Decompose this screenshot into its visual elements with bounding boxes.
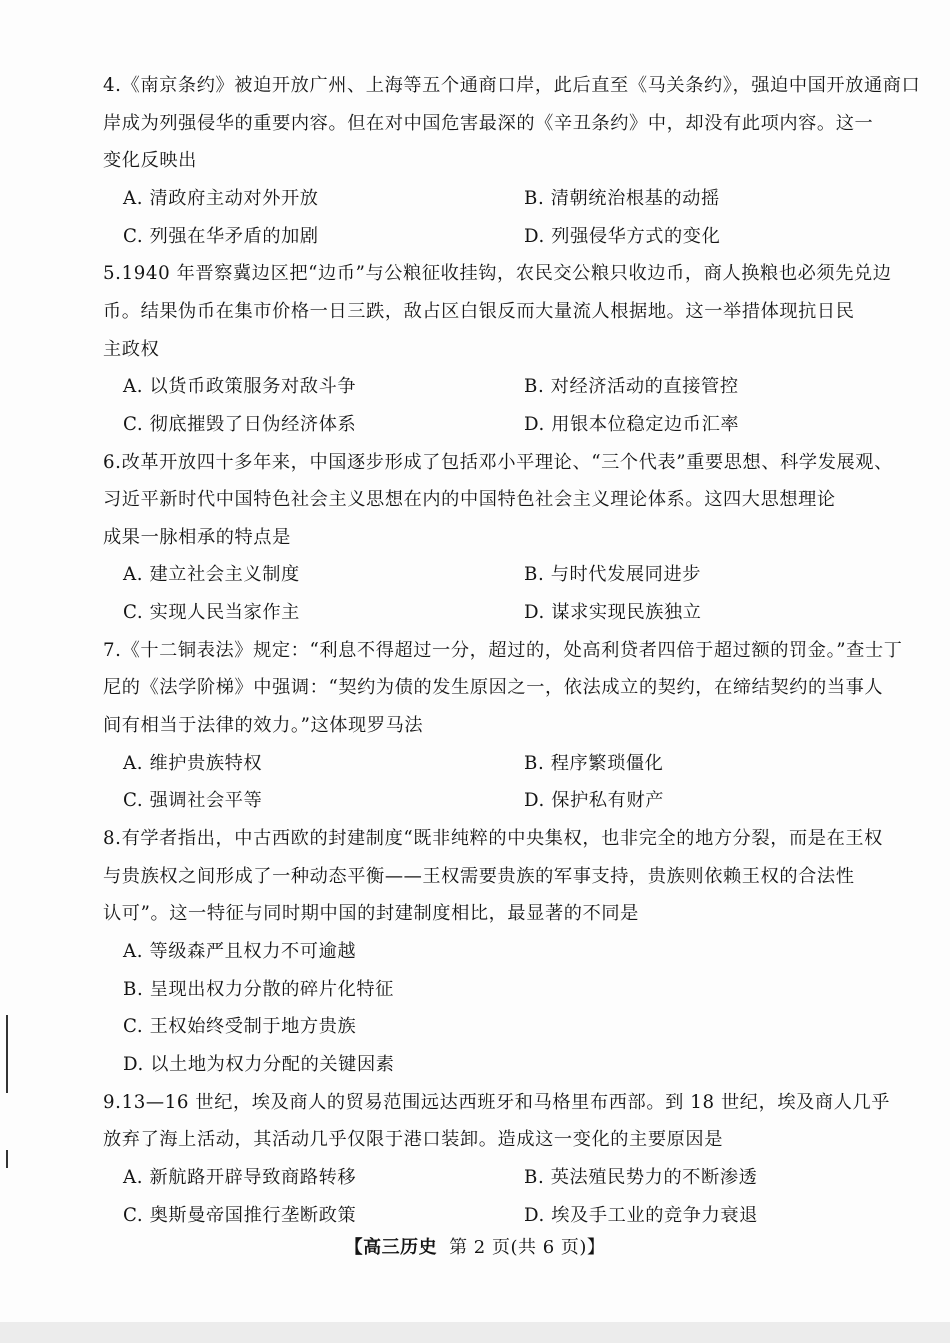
answer-option: B. 对经济活动的直接管控 [524,376,739,398]
answer-option: A. 维护贵族特权 [123,752,263,774]
scan-bottom-edge [0,1322,950,1343]
question-stem-text: 习近平新时代中国特色社会主义思想在内的中国特色社会主义理论体系。这四大思想理论 [103,489,836,511]
question-stem-text: 尼的《法学阶梯》中强调：“契约为债的发生原因之一，依法成立的契约，在缔结契约的当事人 [103,677,884,699]
question-stem-line [103,105,873,143]
question-number: 8. [103,828,122,849]
question-stem-line [103,895,639,933]
question-stem-line [103,481,836,519]
question-stem-first-line [103,67,920,105]
question-stem-line [103,331,159,369]
question-stem-line [103,858,855,896]
question-stem-line [103,142,197,180]
question-stem-text: 13—16 世纪，埃及商人的贸易范围远达西班牙和马格里布西部。到 18 世纪，埃及商人几乎 [121,1091,891,1113]
question-stem-text: 成果一脉相承的特点是 [103,526,291,548]
answer-option: D. 保护私有财产 [524,790,665,812]
footer-subject: 【高三历史 [344,1237,438,1258]
answer-option: D. 列强侵华方式的变化 [524,225,721,247]
question-stem-first-line [103,255,892,293]
answer-option: A. 新航路开辟导致商路转移 [123,1166,357,1188]
answer-option: C. 彻底摧毁了日伪经济体系 [123,413,357,435]
question-stem-line [103,293,855,331]
answer-option: B. 英法殖民势力的不断渗透 [524,1166,758,1188]
answer-option: A. 清政府主动对外开放 [123,187,319,209]
question-number: 7. [103,639,122,661]
page-footer [0,1233,950,1263]
answer-option: A. 以货币政策服务对敌斗争 [123,376,357,398]
question-stem-line [103,1121,723,1159]
question-stem-text: 主政权 [103,338,160,360]
answer-option: D. 埃及手工业的竞争力衰退 [524,1204,758,1226]
question-number: 4. [103,75,122,96]
question-stem-text: 《南京条约》被迫开放广州、上海等五个通商口岸，此后直至《马关条约》，强迫中国开放通商口 [121,75,921,96]
question-stem-line [103,707,423,745]
question-stem-text: 1940 年晋察冀边区把“边币”与公粮征收挂钩，农民交公粮只收边币，商人换粮也必须先兑边 [121,263,892,285]
answer-option: A. 等级森严且权力不可逾越 [123,940,357,962]
question-stem-line [103,519,291,557]
answer-option: A. 建立社会主义制度 [123,564,300,586]
question-stem-first-line [103,820,883,858]
footer-page-number: 第 2 页(共 6 页)】 [449,1237,606,1258]
scan-artifact-line [6,1150,8,1168]
question-stem-text: 变化反映出 [103,150,197,172]
question-stem-text: 改革开放四十多年来，中国逐步形成了包括邓小平理论、“三个代表”重要思想、科学发展观、 [121,451,893,473]
question-stem-first-line [103,632,903,670]
question-stem-text: 币。结果伪币在集市价格一日三跌，敌占区白银反而大量流人根据地。这一举措体现抗日民 [103,300,855,322]
question-stem-text: 《十二铜表法》规定：“利息不得超过一分，超过的，处高利贷者四倍于超过额的罚金。”查士丁 [121,639,903,661]
question-stem-text: 间有相当于法律的效力。”这体现罗马法 [103,715,424,737]
scan-artifact-line [6,1015,8,1093]
question-stem-text: 认可”。这一特征与同时期中国的封建制度相比，最显著的不同是 [103,903,639,925]
answer-option: B. 呈现出权力分散的碎片化特征 [123,978,394,1000]
answer-option: C. 实现人民当家作主 [123,602,300,624]
answer-option: D. 谋求实现民族独立 [524,602,702,624]
answer-option: B. 与时代发展同进步 [524,564,702,586]
answer-option: D. 用银本位稳定边币汇率 [524,413,740,435]
question-stem-text: 放弃了海上活动，其活动几乎仅限于港口装卸。造成这一变化的主要原因是 [103,1129,723,1151]
answer-option: C. 奥斯曼帝国推行垄断政策 [123,1204,357,1226]
question-stem-text: 岸成为列强侵华的重要内容。但在对中国危害最深的《辛丑条约》中，却没有此项内容。这一 [103,112,874,134]
question-number: 6. [103,451,122,473]
question-number: 5. [103,263,122,285]
answer-option: C. 列强在华矛盾的加剧 [123,225,319,247]
question-stem-first-line [103,444,893,482]
question-stem-text: 与贵族权之间形成了一种动态平衡——王权需要贵族的军事支持，贵族则依赖王权的合法性 [103,865,855,887]
answer-option: B. 程序繁琐僵化 [524,752,664,774]
answer-option: C. 王权始终受制于地方贵族 [123,1016,357,1038]
question-stem-text: 有学者指出，中古西欧的封建制度“既非纯粹的中央集权，也非完全的地方分裂，而是在王权 [121,828,883,849]
question-number: 9. [103,1091,122,1113]
answer-option: B. 清朝统治根基的动摇 [524,187,720,209]
question-stem-first-line [103,1084,890,1122]
answer-option: C. 强调社会平等 [123,790,263,812]
answer-option: D. 以土地为权力分配的关键因素 [123,1053,395,1075]
question-stem-line [103,669,883,707]
